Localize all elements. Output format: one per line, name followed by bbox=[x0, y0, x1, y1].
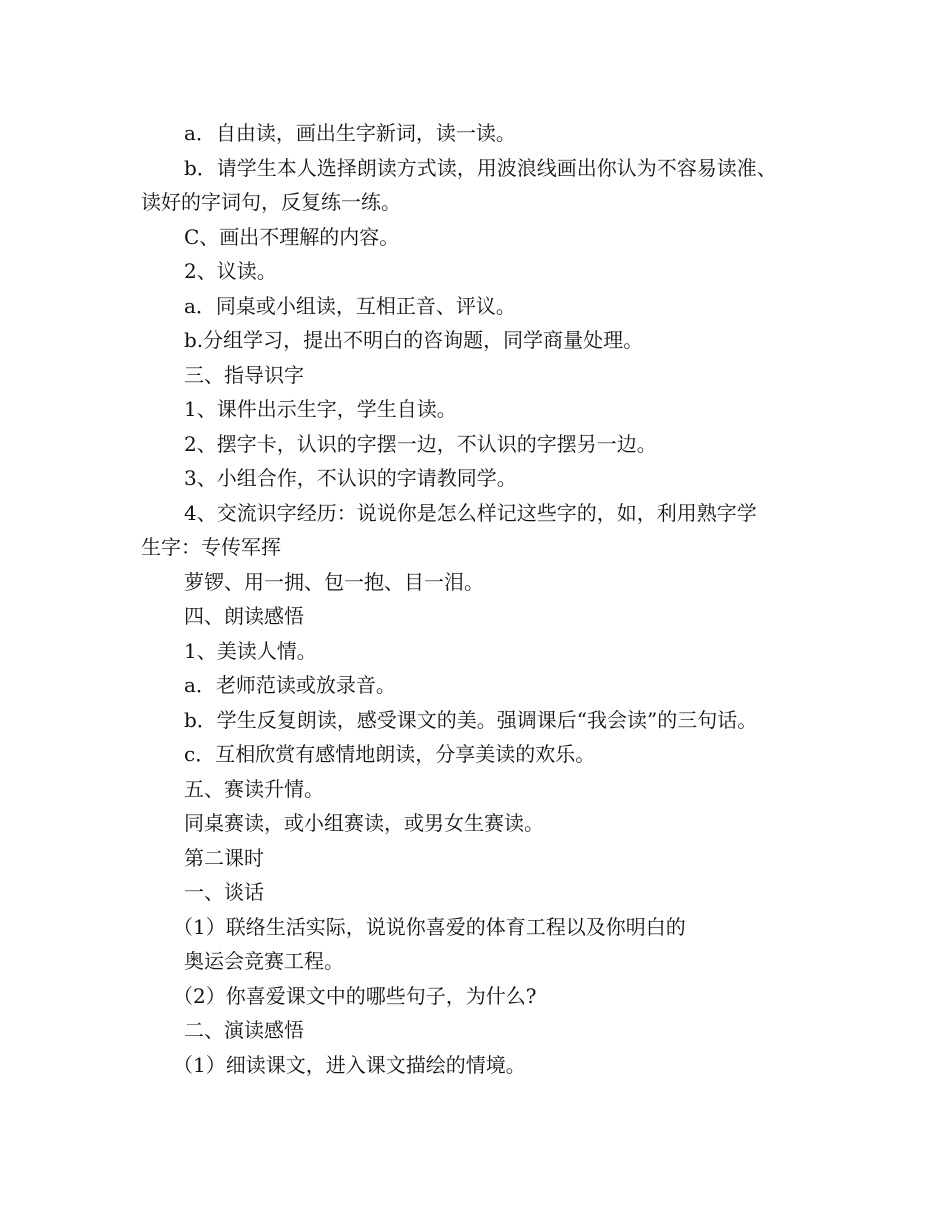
text-line: a．老师范读或放录音。 bbox=[184, 673, 396, 697]
text-line: （1）联络生活实际，说说你喜爱的体育工程以及你明白的 bbox=[173, 914, 686, 939]
text-line: 1、课件出示生字，学生自读。 bbox=[184, 397, 457, 421]
text-line: 二、演读感悟 bbox=[184, 1018, 304, 1042]
document-body bbox=[141, 116, 831, 1082]
text-line: c．互相欣赏有感情地朗读，分享美读的欢乐。 bbox=[184, 742, 596, 766]
text-line: 生字：专传军挥 bbox=[141, 535, 281, 559]
text-line: 第二课时 bbox=[184, 845, 264, 870]
text-line: C、画出不理解的内容。 bbox=[184, 224, 400, 249]
text-line: 读好的字词句，反复练一练。 bbox=[141, 190, 401, 214]
text-line: 2、摆字卡，认识的字摆一边，不认识的字摆另一边。 bbox=[184, 431, 657, 456]
text-line: b.分组学习，提出不明白的咨询题，同学商量处理。 bbox=[184, 328, 644, 352]
text-line: 奥运会竞赛工程。 bbox=[184, 949, 344, 973]
text-line: 五、赛读升情。 bbox=[184, 776, 324, 801]
text-line: a．自由读，画出生字新词，读一读。 bbox=[184, 121, 516, 145]
text-line: b．学生反复朗读，感受课文的美。强调课后“我会读”的三句话。 bbox=[184, 707, 758, 732]
text-line: （1）细读课文，进入课文描绘的情境。 bbox=[173, 1052, 526, 1077]
text-line: 一、谈话 bbox=[184, 880, 264, 904]
text-line: 1、美读人情。 bbox=[184, 638, 317, 663]
text-line: 4、交流识字经历：说说你是怎么样记这些字的，如，利用熟字学 bbox=[184, 500, 757, 525]
text-line: b．请学生本人选择朗读方式读，用波浪线画出你认为不容易读准、 bbox=[184, 155, 777, 180]
text-line: 2、议读。 bbox=[184, 259, 277, 283]
text-line: 四、朗读感悟 bbox=[184, 604, 304, 628]
text-line: 萝锣、用一拥、包一抱、目一泪。 bbox=[184, 569, 484, 594]
text-line: a．同桌或小组读，互相正音、评议。 bbox=[184, 293, 516, 318]
text-line: 3、小组合作，不认识的字请教同学。 bbox=[184, 466, 517, 490]
text-line: 三、指导识字 bbox=[184, 362, 304, 387]
text-line: 同桌赛读，或小组赛读，或男女生赛读。 bbox=[184, 811, 544, 835]
text-line: （2）你喜爱课文中的哪些句子，为什么? bbox=[173, 983, 537, 1008]
